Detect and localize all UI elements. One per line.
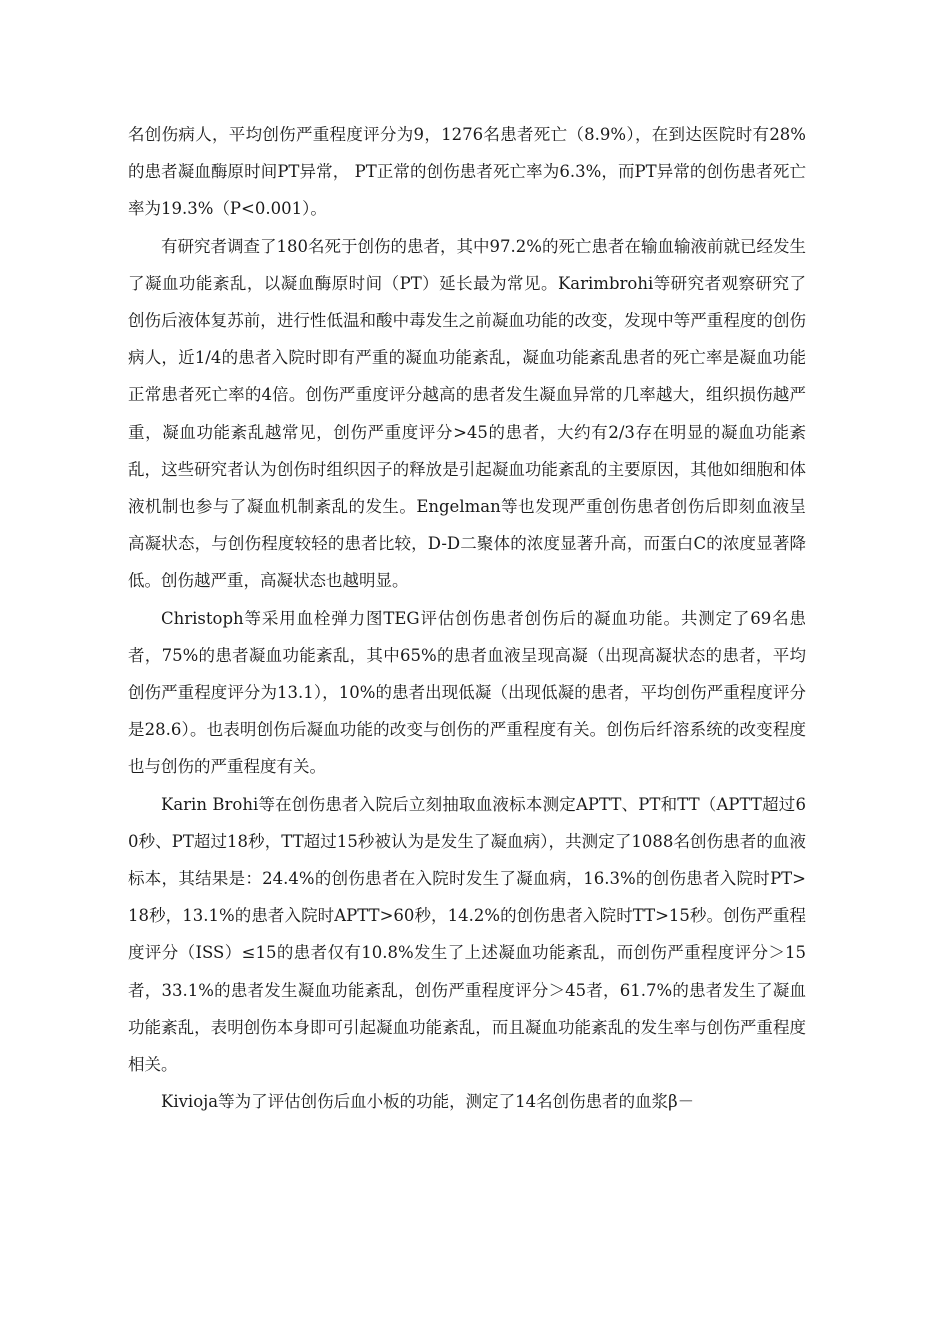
- paragraph-kivioja: Kivioja等为了评估创伤后血小板的功能，测定了14名创伤患者的血浆β－: [161, 1092, 695, 1112]
- paragraph-christoph-teg: Christoph等采用血栓弹力图TEG评估创伤患者创伤后的凝血功能。共测定了69名患者，75%的患者凝血功能紊乱，其中65%的患者血液呈现高凝（出现高凝状态的患者，平均创伤严重程度评分为13.1），10%的患者出现低凝（出现低凝的患者，平均创伤严重程度评分是28.6）。也表明创伤后凝血功能的改变与创伤的严重程度有关。创伤后纤溶系统的改变程度也与创伤的严重程度有关。: [128, 608, 806, 777]
- paragraph-coagulopathy-180-patients: 有研究者调查了180名死于创伤的患者，其中97.2%的死亡患者在输血输液前就已经发生了凝血功能紊乱，以凝血酶原时间（PT）延长最为常见。Karimbrohi等研究者观察研究了创伤后液体复苏前，进行性低温和酸中毒发生之前凝血功能的改变，发现中等严重程度的创伤病人，近1/4的患者入院时即有严重的凝血功能紊乱，凝血功能紊乱患者的死亡率是凝血功能正常患者死亡率的4倍。创伤严重度评分越高的患者发生凝血异常的几率越大，组织损伤越严重，凝血功能紊乱越常见，创伤严重度评分>45的患者，大约有2/3存在明显的凝血功能紊乱，这些研究者认为创伤时组织因子的释放是引起凝血功能紊乱的主要原因，其他如细胞和体液机制也参与了凝血机制紊乱的发生。Engelman等也发现严重创伤患者创伤后即刻血液呈高凝状态，与创伤程度较轻的患者比较，D-D二聚体的浓度显著升高，而蛋白C的浓度显著降低。创伤越严重，高凝状态也越明显。: [128, 236, 806, 591]
- paragraph-karin-brohi: Karin Brohi等在创伤患者入院后立刻抽取血液标本测定APTT、PT和TT（APTT超过60秒、PT超过18秒，TT超过15秒被认为是发生了凝血病），共测定了1088名创伤患者的血液标本，其结果是：24.4%的创伤患者在入院时发生了凝血病，16.3%的创伤患者入院时PT>18秒，13.1%的患者入院时APTT>60秒，14.2%的创伤患者入院时TT>15秒。创伤严重程度评分（ISS）≤15的患者仅有10.8%发生了上述凝血功能紊乱，而创伤严重程度评分＞15者，33.1%的患者发生凝血功能紊乱，创伤严重程度评分＞45者，61.7%的患者发生了凝血功能紊乱，表明创伤本身即可引起凝血功能紊乱，而且凝血功能紊乱的发生率与创伤严重程度相关。: [128, 794, 806, 1075]
- paragraph-continuation: 名创伤病人，平均创伤严重程度评分为9，1276名患者死亡（8.9%），在到达医院时有28%的患者凝血酶原时间PT异常， PT正常的创伤患者死亡率为6.3%，而PT异常的创伤患者死亡率为19.3%（P<0.001）。: [128, 125, 806, 219]
- body-text: [128, 116, 806, 1120]
